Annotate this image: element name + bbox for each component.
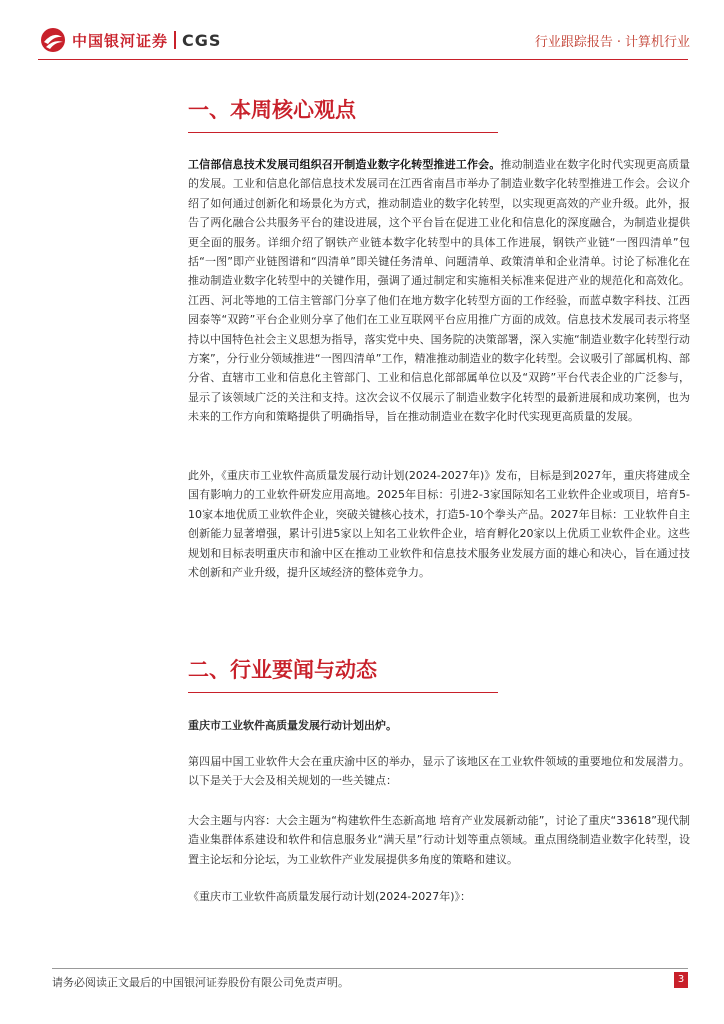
news-paragraph-3: 《重庆市工业软件高质量发展行动计划(2024-2027年)》： [188,890,472,903]
report-type: 行业跟踪报告 [534,35,613,50]
news-paragraph-1: 第四届中国工业软件大会在重庆渝中区的举办，显示了该地区在工业软件领域的重要地位和发展潜力。以下是关于大会及相关规划的一些关键点： [188,755,690,788]
header-divider [38,59,688,60]
page-number: 3 [674,972,688,988]
core-view-paragraph-2: 此外，《重庆市工业软件高质量发展行动计划(2024-2027年)》发布，目标是到2027年，重庆将建成全国有影响力的工业软件研发应用高地。2025年目标：引进2-3家国际知名工业软件企业或项目，培育5-10家本地优质工业软件企业，突破关键核心技术，打造5-10个拳头产品。2027年目标：工业软件自主创新能力显著增强，累计引进5家以上知名工业软件企业，培育孵化20家以上优质工业软件企业。这些规划和目标表明重庆市和渝中区在推动工业软件和信息技术服务业发展方面的雄心和决心，旨在通过技术创新和产业升级，提升区域经济的整体竞争力。 [188,469,690,580]
news-heading: 重庆市工业软件高质量发展行动计划出炉。 [188,719,397,732]
footer-disclaimer: 请务必阅读正文最后的中国银河证券股份有限公司免责声明。 [52,976,349,989]
news-paragraph-2: 大会主题与内容：大会主题为“构建软件生态新高地 培育产业发展新动能”，讨论了重庆“33618”现代制造业集群体系建设和软件和信息服务业“满天星”行动计划等重点领域。重点围绕制造业数字化转型，设置主论坛和分论坛，为工业软件产业发展提供多角度的策略和建议。 [188,814,690,866]
brand-divider [174,31,176,49]
paragraph-body: 推动制造业在数字化时代实现更高质量的发展。工业和信息化部信息技术发展司在江西省南昌市举办了制造业数字化转型推进工作会。会议介绍了如何通过创新化和场景化为方式，推动制造业的数字化转型，以实现更高效的产业升级。此外，报告了两化融合公共服务平台的建设进展，这个平台旨在促进工业化和信息化的深度融合，为制造业提供更全面的服务。详细介绍了钢铁产业链本数字化转型中的具体工作进展，钢铁产业链“一图四清单”包括“一图”即产业链图谱和“四清单”即关键任务清单、问题清单、政策清单和企业清单。讨论了标准化在推动制造业数字化转型中的关键作用，强调了通过制定和实施相关标准来促进产业的规范化和高效化。江西、河北等地的工信主管部门分享了他们在地方数字化转型方面的工作经验，而蓝卓数字科技、江西园泰等“双跨”平台企业则分享了他们在工业互联网平台应用推广方面的成效。信息技术发展司表示将坚持以中国特色社会主义思想为指导，落实党中央、国务院的决策部署，深入实施“制造业数字化转型行动方案”，分行业分领域推进“一图四清单”工作，精准推动制造业的数字化转型。会议吸引了部属机构、部分省、直辖市工业和信息化主管部门、工业和信息化部部属单位以及“双跨”平台代表企业的广泛参与，显示了该领域广泛的关注和支持。这次会议不仅展示了制造业数字化转型的最新进展和成功案例，也为未来的工作方向和策略提供了明确指导，旨在推动制造业在数字化时代实现更高质量的发展。 [188,158,690,424]
page-header [0,0,724,62]
footer-divider [52,968,688,969]
header-separator: · [616,35,621,50]
brand-name-cn: 中国银河证券 [72,31,169,50]
section-title-core-views: 一、本周核心观点 [188,94,498,133]
industry-name: 计算机行业 [624,35,690,50]
brand-name-en: CGS [182,30,222,50]
core-view-paragraph-1 [188,155,690,427]
paragraph-lead: 工信部信息技术发展司组织召开制造业数字化转型推进工作会。 [188,158,501,171]
report-category [535,31,690,50]
section-title-industry-news: 二、行业要闻与动态 [188,654,498,693]
brand-logo [40,26,221,54]
galaxy-logo-icon [40,27,66,53]
